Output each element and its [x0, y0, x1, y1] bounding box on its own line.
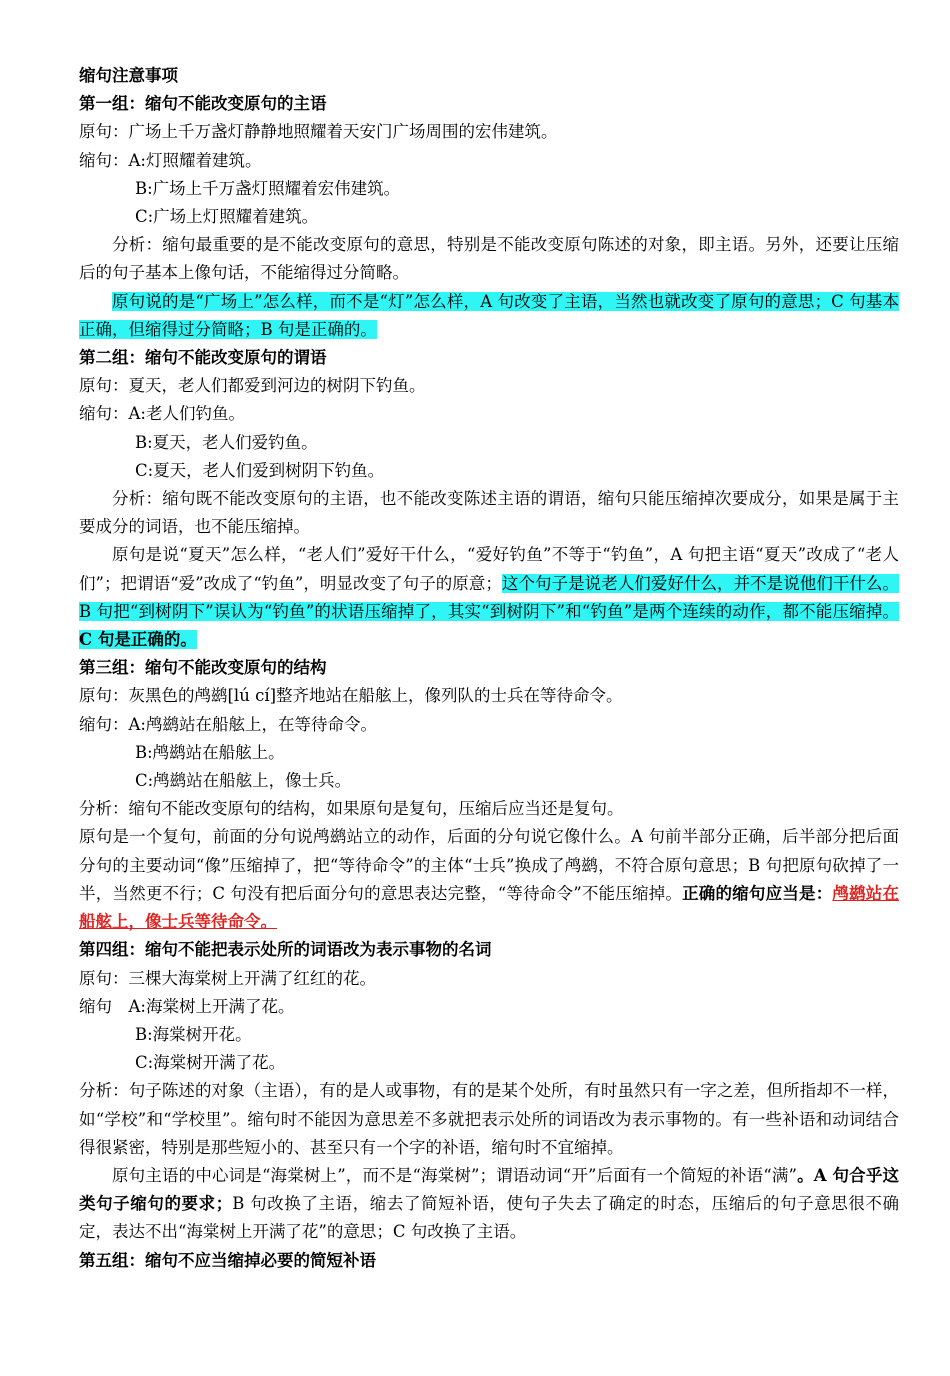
group-4-explanation	[79, 1162, 899, 1247]
group-3-option-c: C:鸬鹚站在船舷上，像士兵。	[135, 771, 352, 791]
group-3-original: 原句：灰黑色的鸬鹚[lú cí]整齐地站在船舷上，像列队的士兵在等待命令。	[79, 686, 623, 706]
group-3-answer-label: 正确的缩句应当是：	[682, 883, 833, 903]
group-4-heading: 第四组：缩句不能把表示处所的词语改为表示事物的名词	[79, 940, 492, 960]
group-3-option-b: B:鸬鹚站在船舷上。	[135, 742, 285, 762]
group-4-option-c: C:海棠树开满了花。	[135, 1053, 286, 1073]
group-2-explanation	[79, 541, 899, 654]
document-page	[79, 62, 899, 1275]
group-1-option-c: C:广场上灯照耀着建筑。	[135, 207, 319, 227]
group-2-heading: 第二组：缩句不能改变原句的谓语	[79, 348, 327, 368]
group-1-option-b: B:广场上千万盏灯照耀着宏伟建筑。	[135, 178, 401, 198]
group-2-analysis: 分析：缩句既不能改变原句的主语，也不能改变陈述主语的谓语，缩句只能压缩掉次要成分，如果是属于主要成分的词语，也不能压缩掉。	[79, 489, 899, 537]
group-4-explanation-rest: B 句改换了主语，缩去了简短补语，使句子失去了确定的时态，压缩后的句子意思很不确定，表达不出“海棠树上开满了花”的意思；C 句改换了主语。	[79, 1194, 899, 1242]
group-3-explanation	[79, 823, 899, 936]
group-4-original: 原句：三棵大海棠树上开满了红红的花。	[79, 968, 376, 988]
group-1-heading: 第一组：缩句不能改变原句的主语	[79, 94, 327, 114]
group-3-answer: 鸬鹚站在船舷上，像士兵等待命令。	[79, 883, 899, 932]
group-1-original: 原句：广场上千万盏灯静静地照耀着天安门广场周围的宏伟建筑。	[79, 122, 558, 142]
group-3-explanation-text: 原句是一个复句，前面的分句说鸬鹚站立的动作，后面的分句说它像什么。A 句前半部分正确，后半部分把后面分句的主要动词“像”压缩掉了，把“等待命令”的主体“士兵”换成了鸬鹚，不符合原句意思；B 句把原句砍掉了一半，当然更不行；C 句没有把后面分句的意思表达完整，“等待命令”不能压缩掉。	[79, 827, 899, 903]
group-1-explanation	[79, 288, 899, 344]
group-1-option-a: 缩句：A:灯照耀着建筑。	[79, 150, 262, 170]
group-2-correct-answer: C 句是正确的。	[79, 630, 197, 650]
group-2-original: 原句：夏天，老人们都爱到河边的树阴下钓鱼。	[79, 376, 426, 396]
group-4-option-b: B:海棠树开花。	[135, 1024, 252, 1044]
group-2-highlight: 这个句子是说老人们爱好什么，并不是说他们干什么。B 句把“到树阴下”误认为“钓鱼”的状语压缩掉了，其实“到树阴下”和“钓鱼”是两个连续的动作，都不能压缩掉。	[79, 573, 900, 621]
group-4-correct-answer: 。A 句合乎这类句子缩句的要求；	[79, 1165, 900, 1214]
group-4-analysis: 分析：句子陈述的对象（主语），有的是人或事物，有的是某个处所，有时虽然只有一字之差，但所指却不一样，如“学校”和“学校里”。缩句时不能因为意思差不多就把表示处所的词语改为表示事物的。有一些补语和动词结合得很紧密，特别是那些短小的、甚至只有一个字的补语，缩句时不宜缩掉。	[79, 1081, 899, 1157]
group-5-heading: 第五组：缩句不应当缩掉必要的简短补语	[79, 1250, 376, 1270]
group-3-option-a: 缩句：A:鸬鹚站在船舷上，在等待命令。	[79, 714, 377, 734]
group-2-option-c: C:夏天，老人们爱到树阴下钓鱼。	[135, 460, 385, 480]
group-3-heading: 第三组：缩句不能改变原句的结构	[79, 658, 327, 678]
group-2-option-b: B:夏天，老人们爱钓鱼。	[135, 432, 318, 452]
document-title: 缩句注意事项	[79, 66, 178, 85]
group-2-option-a: 缩句：A:老人们钓鱼。	[79, 404, 245, 424]
group-3-analysis: 分析：缩句不能改变原句的结构，如果原句是复句，压缩后应当还是复句。	[79, 799, 624, 819]
group-4-option-a: 缩句 A:海棠树上开满了花。	[79, 996, 295, 1016]
group-4-explanation-text: 原句主语的中心词是“海棠树上”，而不是“海棠树”；谓语动词“开”后面有一个简短的补语“满”	[112, 1165, 797, 1185]
group-1-highlight: 原句说的是“广场上”怎么样，而不是“灯”怎么样，A 句改变了主语，当然也就改变了原句的意思；C 句基本正确，但缩得过分简略；B 句是正确的。	[79, 291, 899, 339]
group-2-explanation-text: 原句是说“夏天”怎么样，“老人们”爱好干什么，“爱好钓鱼”不等于“钓鱼”，A 句把主语“夏天”改成了“老人们”；把谓语“爱”改成了“钓鱼”，明显改变了句子的原意；	[79, 545, 899, 593]
group-1-analysis: 分析：缩句最重要的是不能改变原句的意思，特别是不能改变原句陈述的对象，即主语。另外，还要让压缩后的句子基本上像句话，不能缩得过分简略。	[79, 235, 899, 283]
